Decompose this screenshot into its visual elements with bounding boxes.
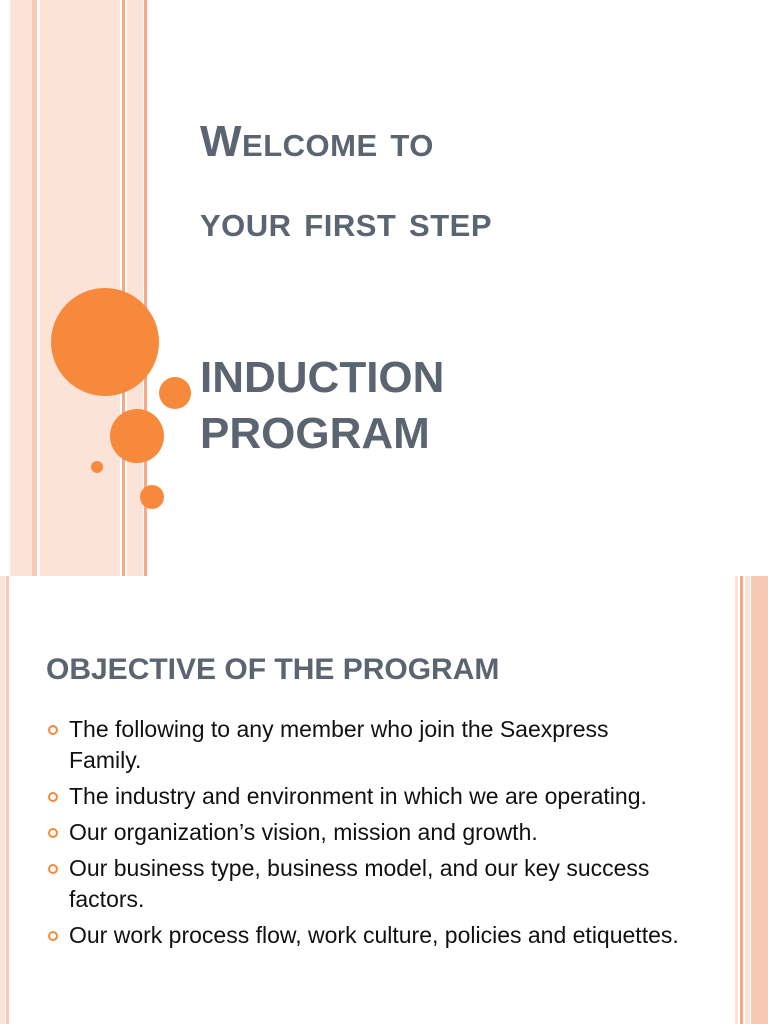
decor-circle: [159, 377, 191, 409]
list-item: [46, 920, 686, 951]
subtitle-line-1: INDUCTION: [200, 353, 445, 402]
title-line-2: your first step: [200, 197, 493, 246]
decor-stripe: [751, 576, 768, 1024]
list-item: [46, 853, 686, 915]
circle-bullet-icon: [48, 792, 58, 802]
objective-slide: [0, 576, 768, 1024]
decor-stripe: [32, 0, 37, 576]
list-item: [46, 714, 686, 776]
list-item-text: Our organization’s vision, mission and growth.: [69, 819, 538, 845]
subtitle-line-2: PROGRAM: [200, 409, 430, 458]
decor-circle: [51, 288, 159, 396]
objective-heading: OBJECTIVE OF THE PROGRAM: [46, 653, 500, 686]
decor-circle: [110, 409, 164, 463]
decor-stripe: [745, 576, 750, 1024]
circle-bullet-icon: [48, 931, 58, 941]
list-item: [46, 817, 686, 848]
decor-circle: [91, 461, 103, 473]
decor-stripe: [127, 0, 143, 576]
list-item-text: Our business type, business model, and our key success factors.: [69, 855, 650, 912]
list-item-text: Our work process flow, work culture, policies and etiquettes.: [69, 922, 679, 948]
decor-stripe: [10, 0, 32, 576]
slide-subtitle: [200, 350, 700, 462]
list-item-text: The following to any member who join the Saexpress Family.: [69, 716, 609, 773]
circle-bullet-icon: [48, 828, 58, 838]
decor-stripe: [735, 576, 738, 1024]
decor-stripe: [122, 0, 125, 576]
decor-stripe: [0, 576, 5, 1024]
list-item: [46, 781, 686, 812]
slide-title: [200, 102, 740, 262]
circle-bullet-icon: [48, 725, 58, 735]
decor-stripe: [6, 576, 9, 1024]
decor-stripe: [740, 576, 743, 1024]
circle-bullet-icon: [48, 864, 58, 874]
title-line-1: Welcome to: [200, 117, 434, 166]
list-item-text: The industry and environment in which we are operating.: [69, 783, 647, 809]
objective-list: [46, 714, 686, 956]
decor-circle: [140, 485, 164, 509]
